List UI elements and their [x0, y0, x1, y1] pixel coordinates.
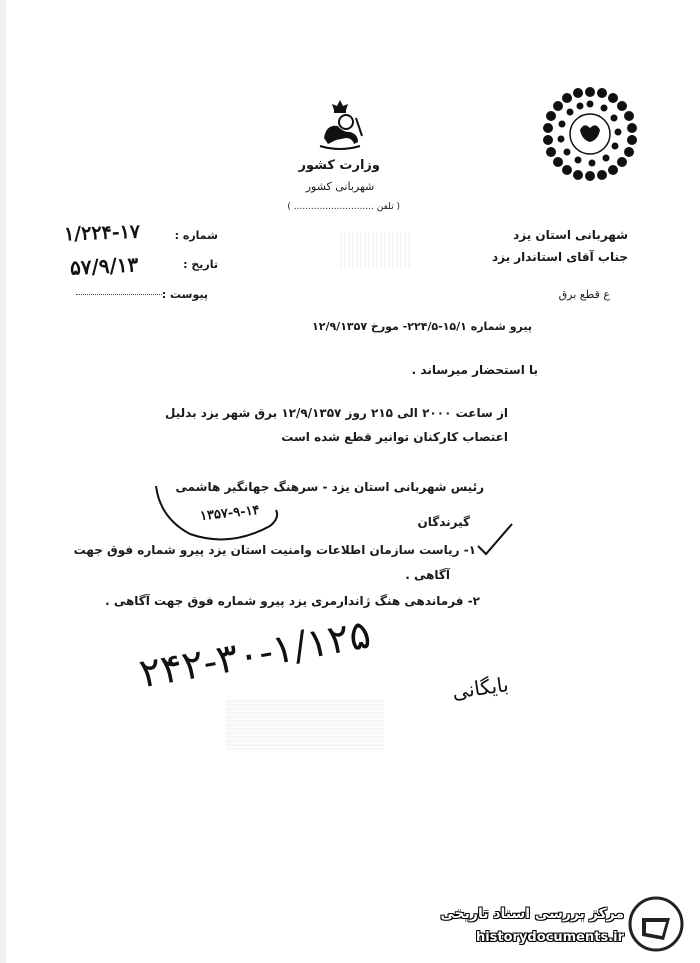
- ministry-title: وزارت کشور: [298, 158, 380, 173]
- lion-and-sun-emblem: [312, 98, 368, 154]
- recipient-police: شهربانی استان یزد: [513, 228, 628, 242]
- date-value: ۵۷/۹/۱۳: [69, 252, 139, 280]
- department-title: شهربانی کشور: [305, 180, 375, 193]
- scan-faint-block: [226, 700, 384, 750]
- date-label: تاریخ :: [183, 258, 218, 271]
- phone-line: ( تلفن ............................ ): [287, 202, 400, 212]
- attachment-label: پیوست :: [161, 288, 208, 301]
- stamp-date-note: ۱۳۵۷-۹-۱۴: [199, 502, 261, 525]
- official-seal: [540, 84, 640, 184]
- handwritten-initials: بایگانی: [450, 672, 511, 704]
- body-line-1: از ساعت ۲۰۰۰ الی ۲۱۵ روز ۱۲/۹/۱۳۵۷ برق شهر یزد بدلیل: [165, 406, 508, 420]
- salutation: با استحضار میرساند .: [411, 363, 538, 377]
- svg-text:۱۳۲۵: ۱۳۲۵: [583, 165, 597, 172]
- scan-smudge: [340, 232, 410, 268]
- watermark-logo: [628, 896, 684, 952]
- reference-line: پیرو شماره ۱۵/۱-۲۲۴/۵- مورخ ۱۲/۹/۱۳۵۷: [312, 320, 532, 333]
- check-mark: [476, 522, 516, 556]
- recipient-governor: جناب آقای استاندار یزد: [491, 250, 628, 264]
- watermark-org: مرکز بررسی اسناد تاریخی: [440, 906, 624, 922]
- number-value: ۱/۲۲۴-۱۷: [63, 220, 141, 246]
- recipients-title: گیرندگان: [417, 515, 470, 529]
- handwritten-archive-number: ۲۴۲-۳۰-۱/۱۲۵: [136, 611, 375, 698]
- recipient-item-1: ۱- ریاست سازمان اطلاعات وامنیت استان یزد پیرو شماره فوق جهت: [73, 543, 476, 557]
- signature-line: رئیس شهربانی استان یزد - سرهنگ جهانگیر هاشمی: [175, 480, 484, 494]
- recipient-item-1-cont: آگاهی .: [405, 568, 450, 582]
- number-label: شماره :: [174, 229, 218, 242]
- scan-edge: [0, 0, 6, 963]
- subject-line: ع قطع برق: [558, 288, 610, 301]
- watermark-site: historydocuments.ir: [475, 930, 624, 945]
- recipient-item-2: ۲- فرماندهی هنگ ژاندارمری یزد پیرو شماره فوق جهت آگاهی .: [105, 594, 480, 608]
- body-line-2: اعتصاب کارکنان توانیر قطع شده است: [281, 430, 508, 444]
